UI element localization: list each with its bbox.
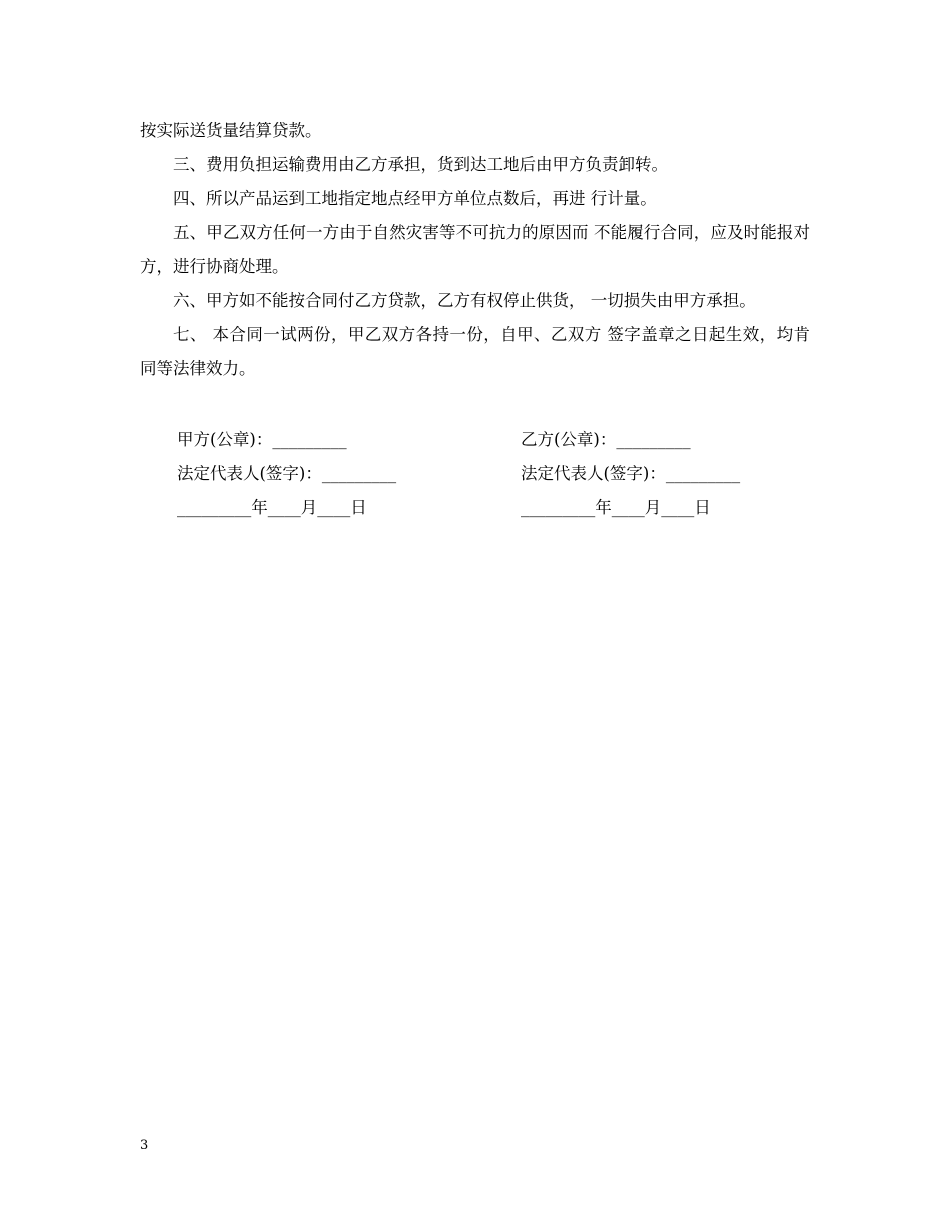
party-a-seal: 甲方(公章)：_________: [177, 430, 347, 449]
paragraph-settlement: 按实际送货量结算贷款。: [140, 121, 322, 140]
signature-row-date: [177, 491, 817, 525]
party-b-seal: 乙方(公章)：_________: [521, 430, 691, 449]
paragraph-clause-3: 三、费用负担运输费用由乙方承担，货到达工地后由甲方负责卸转。: [173, 155, 668, 174]
party-b-representative: 法定代表人(签字)：_________: [521, 464, 741, 483]
signature-row-representative: [177, 457, 817, 491]
party-a-representative: 法定代表人(签字)：_________: [177, 464, 397, 483]
signature-block: [177, 423, 817, 525]
paragraph-clause-5: 五、甲乙双方任何一方由于自然灾害等不可抗力的原因而 不能履行合同，应及时能报对方，进行协商处理。: [140, 223, 810, 276]
contract-body: [140, 114, 810, 386]
page-number: 3: [140, 1138, 149, 1153]
party-a-date: _________年____月____日: [177, 498, 367, 517]
paragraph-clause-6: 六、甲方如不能按合同付乙方贷款，乙方有权停止供货， 一切损失由甲方承担。: [173, 291, 756, 310]
paragraph-clause-4: 四、所以产品运到工地指定地点经甲方单位点数后，再进 行计量。: [173, 189, 657, 208]
signature-row-party: [177, 423, 817, 457]
paragraph-clause-7: 七、 本合同一试两份，甲乙双方各持一份，自甲、乙双方 签字盖章之日起生效，均肯同等法律效力。: [140, 325, 810, 378]
party-b-date: _________年____月____日: [521, 498, 711, 517]
